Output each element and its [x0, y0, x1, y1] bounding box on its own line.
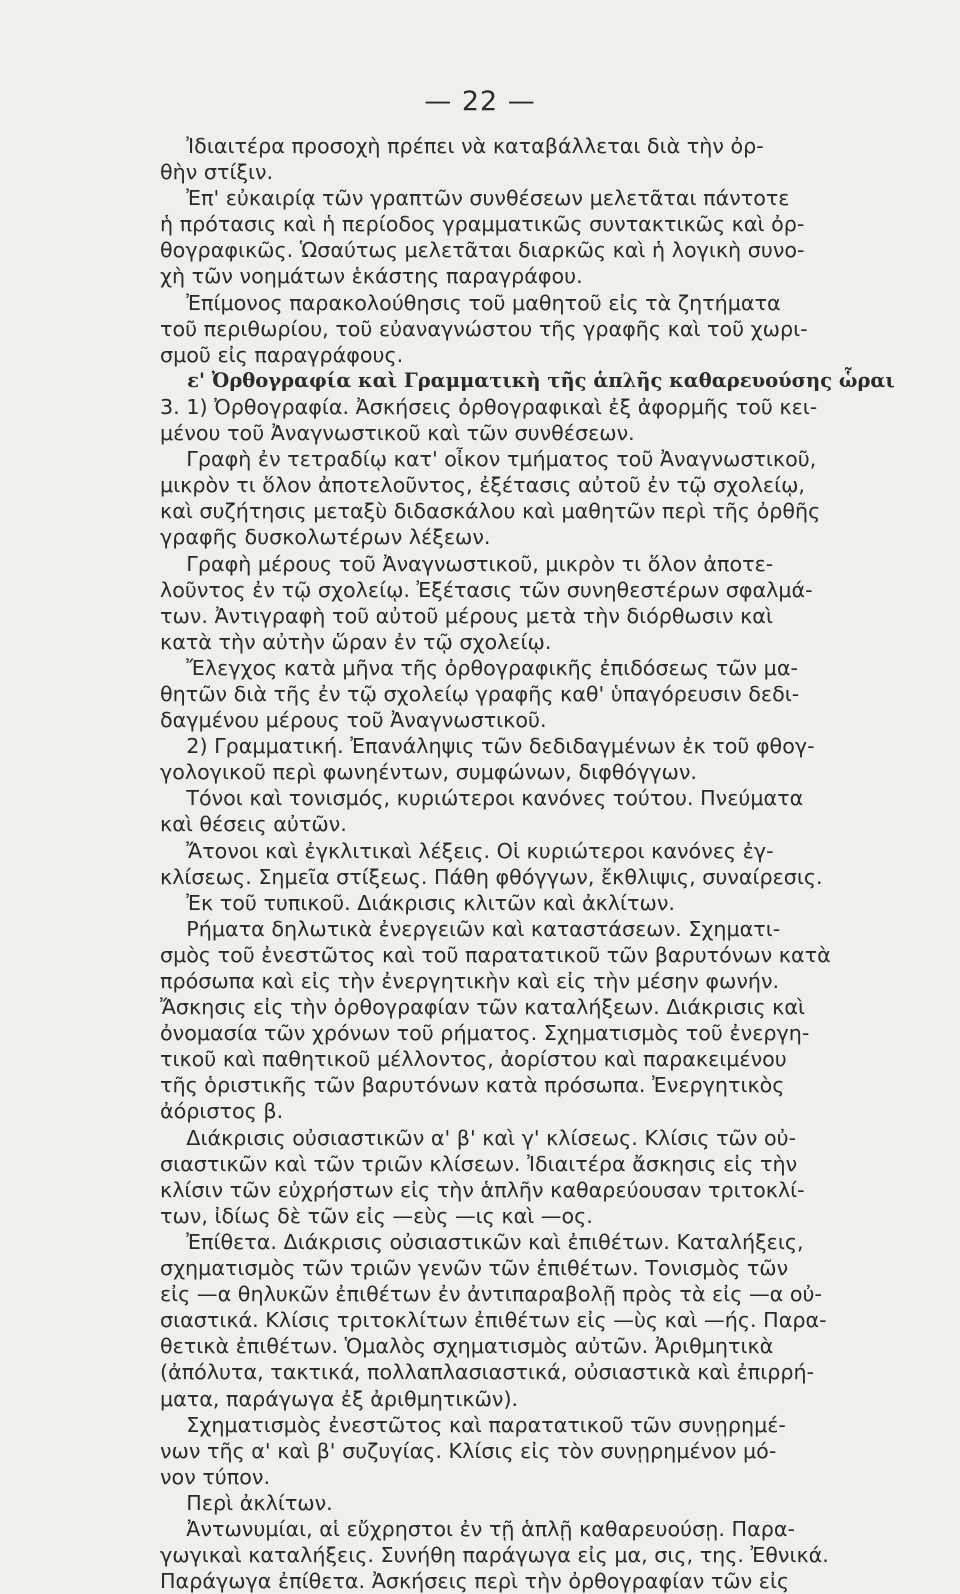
- text-line: ματα, παράγωγα ἐξ ἀριθμητικῶν).: [160, 1386, 519, 1411]
- text-line: Ἐπίμονος παρακολούθησις τοῦ μαθητοῦ εἰς τὰ ζητήματα: [160, 290, 781, 315]
- text-line: γωγικαὶ καταλήξεις. Συνήθη παράγωγα εἰς μα, σις, της. Ἐθνικά.: [160, 1543, 829, 1568]
- text-line: 3. 1) Ὀρθογραφία. Ἀσκήσεις ὀρθογραφικαὶ ἐξ ἀφορμῆς τοῦ κει-: [160, 394, 818, 419]
- text-line: γολογικοῦ περὶ φωνηέντων, συμφώνων, διφθόγγων.: [160, 760, 698, 785]
- text-line: σχηματισμὸς τῶν τριῶν γενῶν τῶν ἐπιθέτων. Τονισμὸς τῶν: [160, 1256, 789, 1281]
- text-line: σμὸς τοῦ ἐνεστῶτος καὶ τοῦ παρατατικοῦ τῶν βαρυτόνων κατὰ: [160, 942, 831, 967]
- text-line: ὀνομασία τῶν χρόνων τοῦ ρήματος. Σχηματισμὸς τοῦ ἐνεργη-: [160, 1021, 810, 1046]
- text-line: Ἀντωνυμίαι, αἱ εὔχρηστοι ἐν τῇ ἁπλῇ καθαρευούσῃ. Παρα-: [160, 1516, 795, 1541]
- text-line: σιαστικά. Κλίσις τριτοκλίτων ἐπιθέτων εἰς —ὺς καὶ —ής. Παρα-: [160, 1308, 827, 1333]
- text-line: θητῶν διὰ τῆς ἐν τῷ σχολείῳ γραφῆς καθ' ὑπαγόρευσιν δεδι-: [160, 681, 800, 706]
- text-line: τῆς ὁριστικῆς τῶν βαρυτόνων κατὰ πρόσωπα. Ἐνεργητικὸς: [160, 1073, 785, 1098]
- text-line: χὴ τῶν νοημάτων ἑκάστης παραγράφου.: [160, 264, 583, 289]
- text-line: καὶ θέσεις αὐτῶν.: [160, 812, 347, 837]
- body-text: [160, 133, 912, 1594]
- text-line: θογραφικῶς. Ὡσαύτως μελετᾶται διαρκῶς καὶ ἡ λογικὴ συνο-: [160, 238, 805, 263]
- text-line: Ἐκ τοῦ τυπικοῦ. Διάκρισις κλιτῶν καὶ ἀκλίτων.: [160, 890, 675, 915]
- text-line: σιαστικῶν καὶ τῶν τριῶν κλίσεων. Ἰδιαιτέρα ἄσκησις εἰς τὴν: [160, 1151, 798, 1176]
- text-line: τικοῦ καὶ παθητικοῦ μέλλοντος, ἀορίστου καὶ παρακειμένου: [160, 1047, 787, 1072]
- text-line: πρόσωπα καὶ εἰς τὴν ἐνεργητικὴν καὶ εἰς τὴν μέσην φωνήν.: [160, 969, 780, 993]
- text-line: ε' Ὀρθογραφία καὶ Γραμματικὴ τῆς ἁπλῆς καθαρευούσης ὧραι: [160, 368, 895, 392]
- text-line: μένου τοῦ Ἀναγνωστικοῦ καὶ τῶν συνθέσεων.: [160, 421, 635, 446]
- text-line: θὴν στίξιν.: [160, 160, 274, 185]
- text-line: Ἰδιαιτέρα προσοχὴ πρέπει νὰ καταβάλλεται διὰ τὴν ὀρ-: [160, 134, 764, 158]
- text-line: λοῦντος ἐν τῷ σχολείῳ. Ἐξέτασις τῶν συνηθεστέρων σφαλμά-: [160, 577, 813, 602]
- text-line: καὶ συζήτησις μεταξὺ διδασκάλου καὶ μαθητῶν περὶ τῆς ὀρθῆς: [160, 499, 821, 524]
- text-line: θετικὰ ἐπιθέτων. Ὁμαλὸς σχηματισμὸς αὐτῶν. Ἀριθμητικὰ: [160, 1334, 774, 1359]
- text-line: γραφῆς δυσκολωτέρων λέξεων.: [160, 525, 491, 550]
- text-line: ἀόριστος β.: [160, 1099, 284, 1124]
- text-line: Ἐπίθετα. Διάκρισις οὐσιαστικῶν καὶ ἐπιθέτων. Καταλήξεις,: [160, 1229, 804, 1254]
- text-line: κλίσιν τῶν εὐχρήστων εἰς τὴν ἁπλῆν καθαρεύουσαν τριτοκλί-: [160, 1177, 805, 1202]
- text-line: νον τύπον.: [160, 1464, 271, 1489]
- page-number: — 22 —: [424, 86, 536, 117]
- text-line: Γραφὴ μέρους τοῦ Ἀναγνωστικοῦ, μικρὸν τι ὅλον ἀποτε-: [160, 551, 774, 576]
- text-line: Ρήματα δηλωτικὰ ἐνεργειῶν καὶ καταστάσεων. Σχηματι-: [160, 916, 781, 941]
- text-line: μικρὸν τι ὅλον ἀποτελοῦντος, ἐξέτασις αὐτοῦ ἐν τῷ σχολείῳ,: [160, 473, 806, 498]
- text-line: ἡ πρότασις καὶ ἡ περίοδος γραμματικῶς συντακτικῶς καὶ ὀρ-: [160, 212, 805, 237]
- text-line: Ἐπ' εὐκαιρίᾳ τῶν γραπτῶν συνθέσεων μελετᾶται πάντοτε: [160, 186, 790, 211]
- text-line: Ἔλεγχος κατὰ μῆνα τῆς ὀρθογραφικῆς ἐπιδόσεως τῶν μα-: [160, 655, 798, 680]
- text-line: τοῦ περιθωρίου, τοῦ εὐαναγνώστου τῆς γραφῆς καὶ τοῦ χωρι-: [160, 316, 808, 341]
- text-line: Ἄτονοι καὶ ἐγκλιτικαὶ λέξεις. Οἱ κυριώτεροι κανόνες ἐγ-: [160, 838, 774, 863]
- text-line: των, ἰδίως δὲ τῶν εἰς —εὺς —ις καὶ —ος.: [160, 1203, 593, 1228]
- text-line: εἰς —α θηλυκῶν ἐπιθέτων ἐν ἀντιπαραβολῇ πρὸς τὰ εἰς —α οὐ-: [160, 1282, 822, 1307]
- text-line: Γραφὴ ἐν τετραδίῳ κατ' οἶκον τμήματος τοῦ Ἀναγνωστικοῦ,: [160, 447, 817, 472]
- text-line: Ἄσκησις εἰς τὴν ὀρθογραφίαν τῶν καταλήξεων. Διάκρισις καὶ: [160, 995, 805, 1020]
- text-line: Τόνοι καὶ τονισμός, κυριώτεροι κανόνες τούτου. Πνεύματα: [160, 786, 804, 811]
- text-line: κλίσεως. Σημεῖα στίξεως. Πάθη φθόγγων, ἔκθλιψις, συναίρεσις.: [160, 864, 823, 889]
- text-line: δαγμένου μέρους τοῦ Ἀναγνωστικοῦ.: [160, 708, 547, 733]
- text-line: Παράγωγα ἐπίθετα. Ἀσκήσεις περὶ τὴν ὀρθογραφίαν τῶν εἰς: [160, 1569, 790, 1594]
- text-line: Σχηματισμὸς ἐνεστῶτος καὶ παρατατικοῦ τῶν συνῃρημέ-: [160, 1412, 786, 1437]
- text-line: κατὰ τὴν αὐτὴν ὥραν ἐν τῷ σχολείῳ.: [160, 629, 552, 654]
- text-line: 2) Γραμματική. Ἐπανάληψις τῶν δεδιδαγμένων ἐκ τοῦ φθογ-: [160, 734, 815, 759]
- text-line: Περὶ ἀκλίτων.: [160, 1490, 333, 1515]
- text-line: Διάκρισις οὐσιαστικῶν α' β' καὶ γ' κλίσεως. Κλίσις τῶν οὐ-: [160, 1125, 797, 1150]
- text-line: των. Ἀντιγραφὴ τοῦ αὐτοῦ μέρους μετὰ τὴν διόρθωσιν καὶ: [160, 603, 773, 628]
- text-line: σμοῦ εἰς παραγράφους.: [160, 342, 404, 367]
- text-line: (ἀπόλυτα, τακτικά, πολλαπλασιαστικά, οὐσιαστικὰ καὶ ἐπιρρή-: [160, 1360, 815, 1385]
- text-line: νων τῆς α' καὶ β' συζυγίας. Κλίσις εἰς τὸν συνῃρημένον μό-: [160, 1438, 777, 1463]
